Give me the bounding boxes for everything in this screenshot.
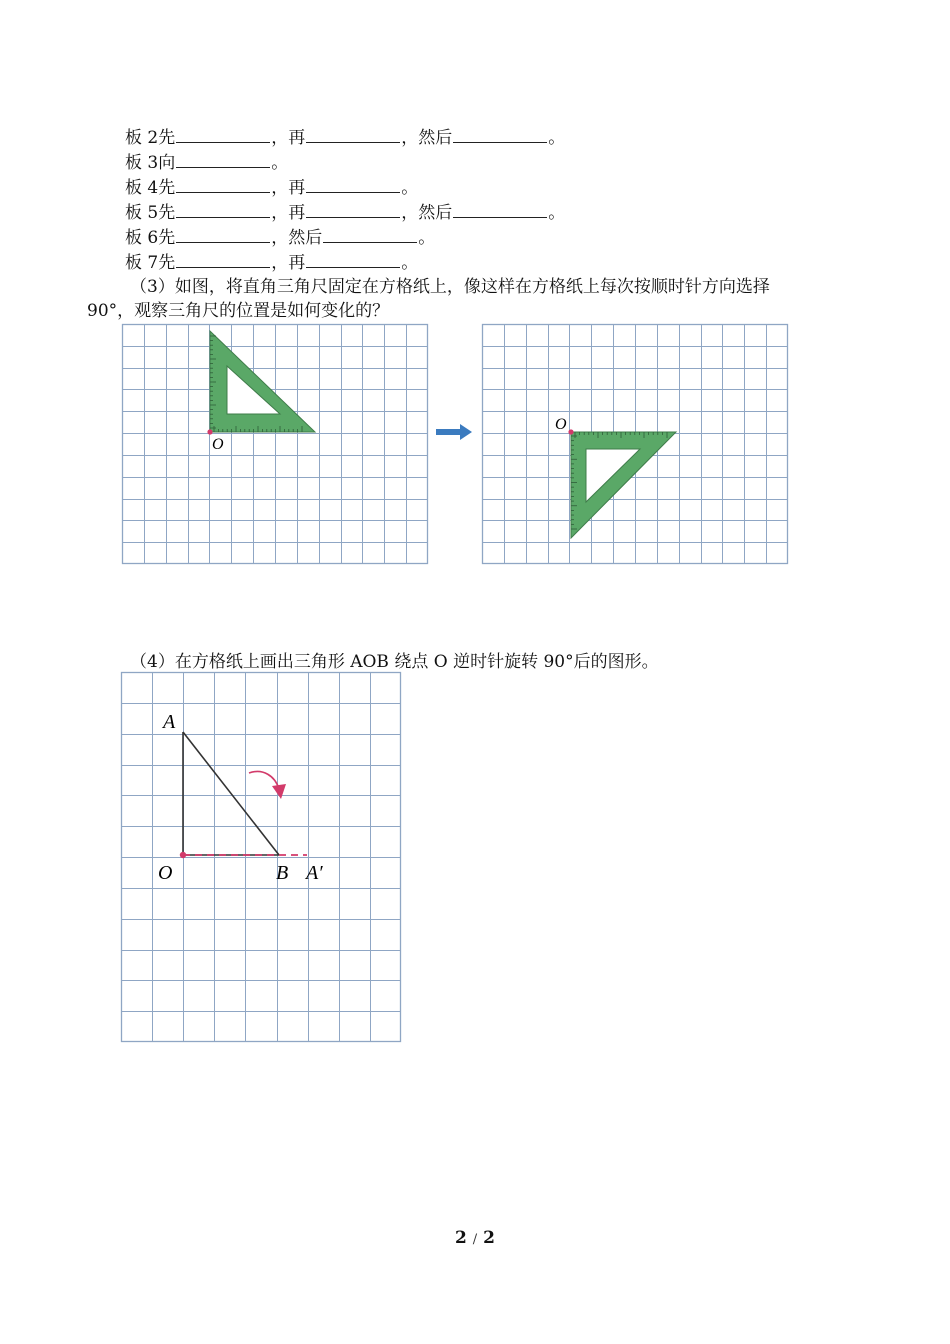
answer-blank[interactable] [306, 251, 400, 268]
answer-blank[interactable] [176, 151, 270, 168]
point-label-a: A [163, 711, 176, 733]
answer-blank[interactable] [453, 201, 547, 218]
answer-blank[interactable] [306, 176, 400, 193]
answer-blank[interactable] [176, 176, 270, 193]
pivot-point [207, 429, 212, 434]
grid-right [482, 324, 788, 564]
point-o [180, 852, 186, 858]
right-arrow-icon [436, 424, 474, 440]
grid-lines [122, 324, 428, 564]
step-line: 板 6先 ，然后 。 [125, 228, 436, 248]
step-line: 板 2先 ，再 ，然后 。 [125, 128, 566, 148]
step-line: 板 4先 ，再 。 [125, 178, 419, 198]
answer-blank[interactable] [453, 126, 547, 143]
answer-blank[interactable] [176, 201, 270, 218]
question3-line2: 90°，观察三角尺的位置是如何变化的？ [87, 301, 390, 321]
answer-blank[interactable] [176, 126, 270, 143]
answer-blank[interactable] [323, 226, 417, 243]
answer-blank[interactable] [176, 226, 270, 243]
question4-text: （4）在方格纸上画出三角形 AOB 绕点 O 逆时针旋转 90°后的图形。 [130, 652, 659, 672]
page-number: 2 / 2 [455, 1228, 495, 1248]
point-label-b: B [276, 862, 289, 884]
answer-blank[interactable] [176, 251, 270, 268]
answer-blank[interactable] [306, 126, 400, 143]
answer-blank[interactable] [306, 201, 400, 218]
rotation-arrowhead [272, 784, 286, 799]
step-line: 板 3向 。 [125, 153, 289, 173]
point-label-o: O [555, 416, 567, 433]
pivot-point [568, 429, 573, 434]
grid-left [122, 324, 428, 564]
segment-ab [183, 732, 279, 855]
step-line: 板 7先 ，再 。 [125, 253, 419, 273]
question3-line1: （3）如图，将直角三角尺固定在方格纸上，像这样在方格纸上每次按顺时针方向选择 [130, 277, 770, 297]
step-line: 板 5先 ，再 ，然后 。 [125, 203, 566, 223]
point-label-o: O [158, 862, 173, 884]
point-label-a-prime: A′ [306, 862, 323, 884]
grid-aob[interactable] [121, 672, 401, 1042]
point-label-o: O [212, 436, 224, 453]
